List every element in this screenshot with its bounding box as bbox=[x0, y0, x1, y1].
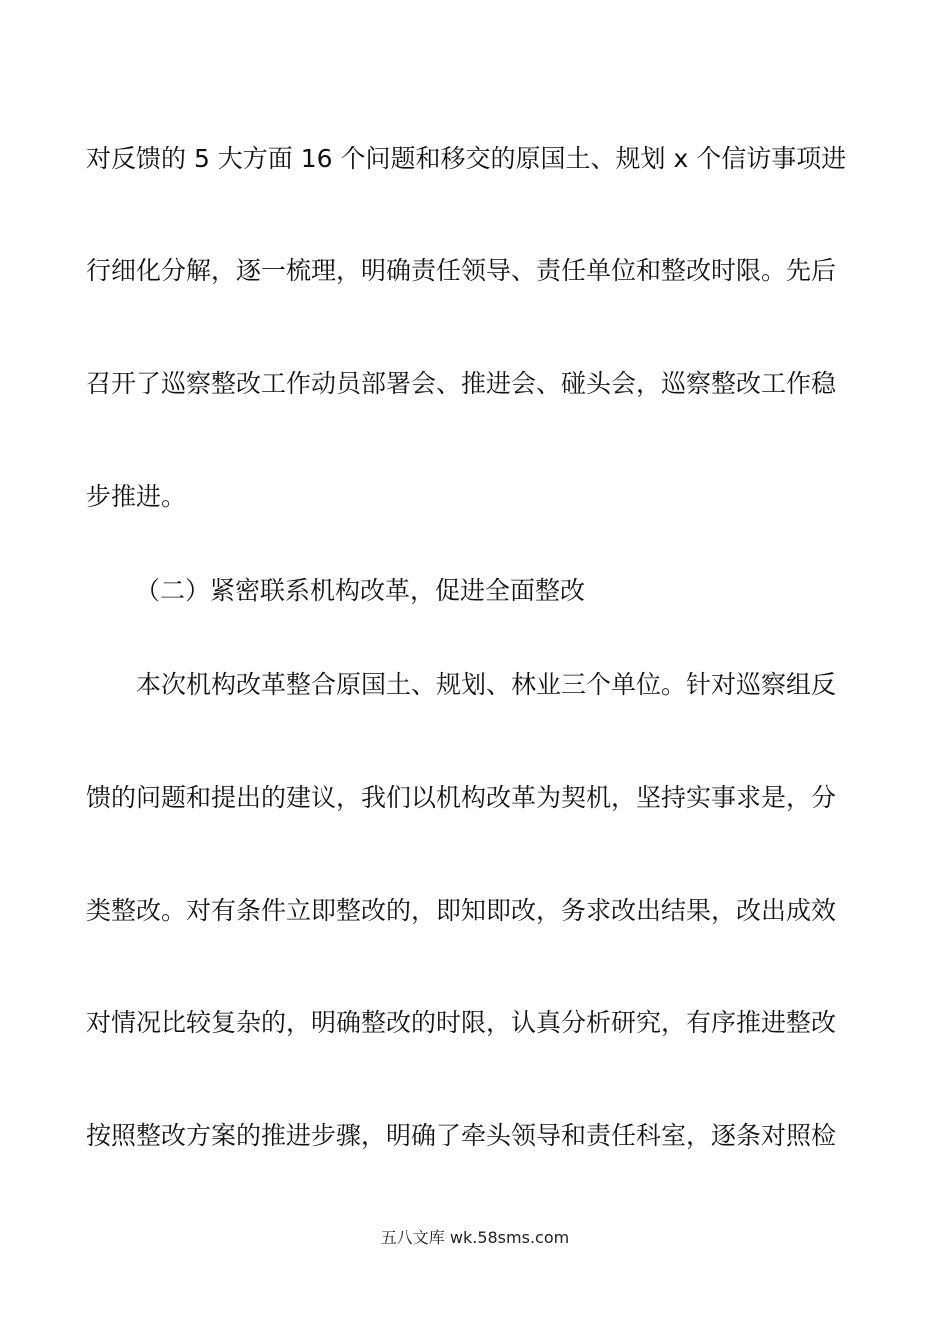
paragraph-line: 类整改。对有条件立即整改的，即知即改，务求改出结果，改出成效 bbox=[86, 896, 837, 925]
paragraph-line: 步推进。 bbox=[86, 482, 187, 511]
paragraph-line: 按照整改方案的推进步骤，明确了牵头领导和责任科室，逐条对照检 bbox=[86, 1121, 837, 1150]
section-heading: （二）紧密联系机构改革，促进全面整改 bbox=[135, 576, 586, 605]
footer-watermark: 五八文库 wk.58sms.com bbox=[380, 1228, 570, 1247]
paragraph-line: 馈的问题和提出的建议，我们以机构改革为契机，坚持实事求是，分 bbox=[86, 783, 837, 812]
paragraph-line: 本次机构改革整合原国土、规划、林业三个单位。针对巡察组反 bbox=[136, 670, 837, 699]
paragraph-line: 对反馈的 5 大方面 16 个问题和移交的原国土、规划 x 个信访事项进 bbox=[86, 144, 847, 173]
paragraph-line: 对情况比较复杂的，明确整改的时限，认真分析研究，有序推进整改 bbox=[86, 1008, 837, 1037]
paragraph-line: 行细化分解，逐一梳理，明确责任领导、责任单位和整改时限。先后 bbox=[86, 256, 837, 285]
paragraph-line: 召开了巡察整改工作动员部署会、推进会、碰头会，巡察整改工作稳 bbox=[86, 369, 837, 398]
